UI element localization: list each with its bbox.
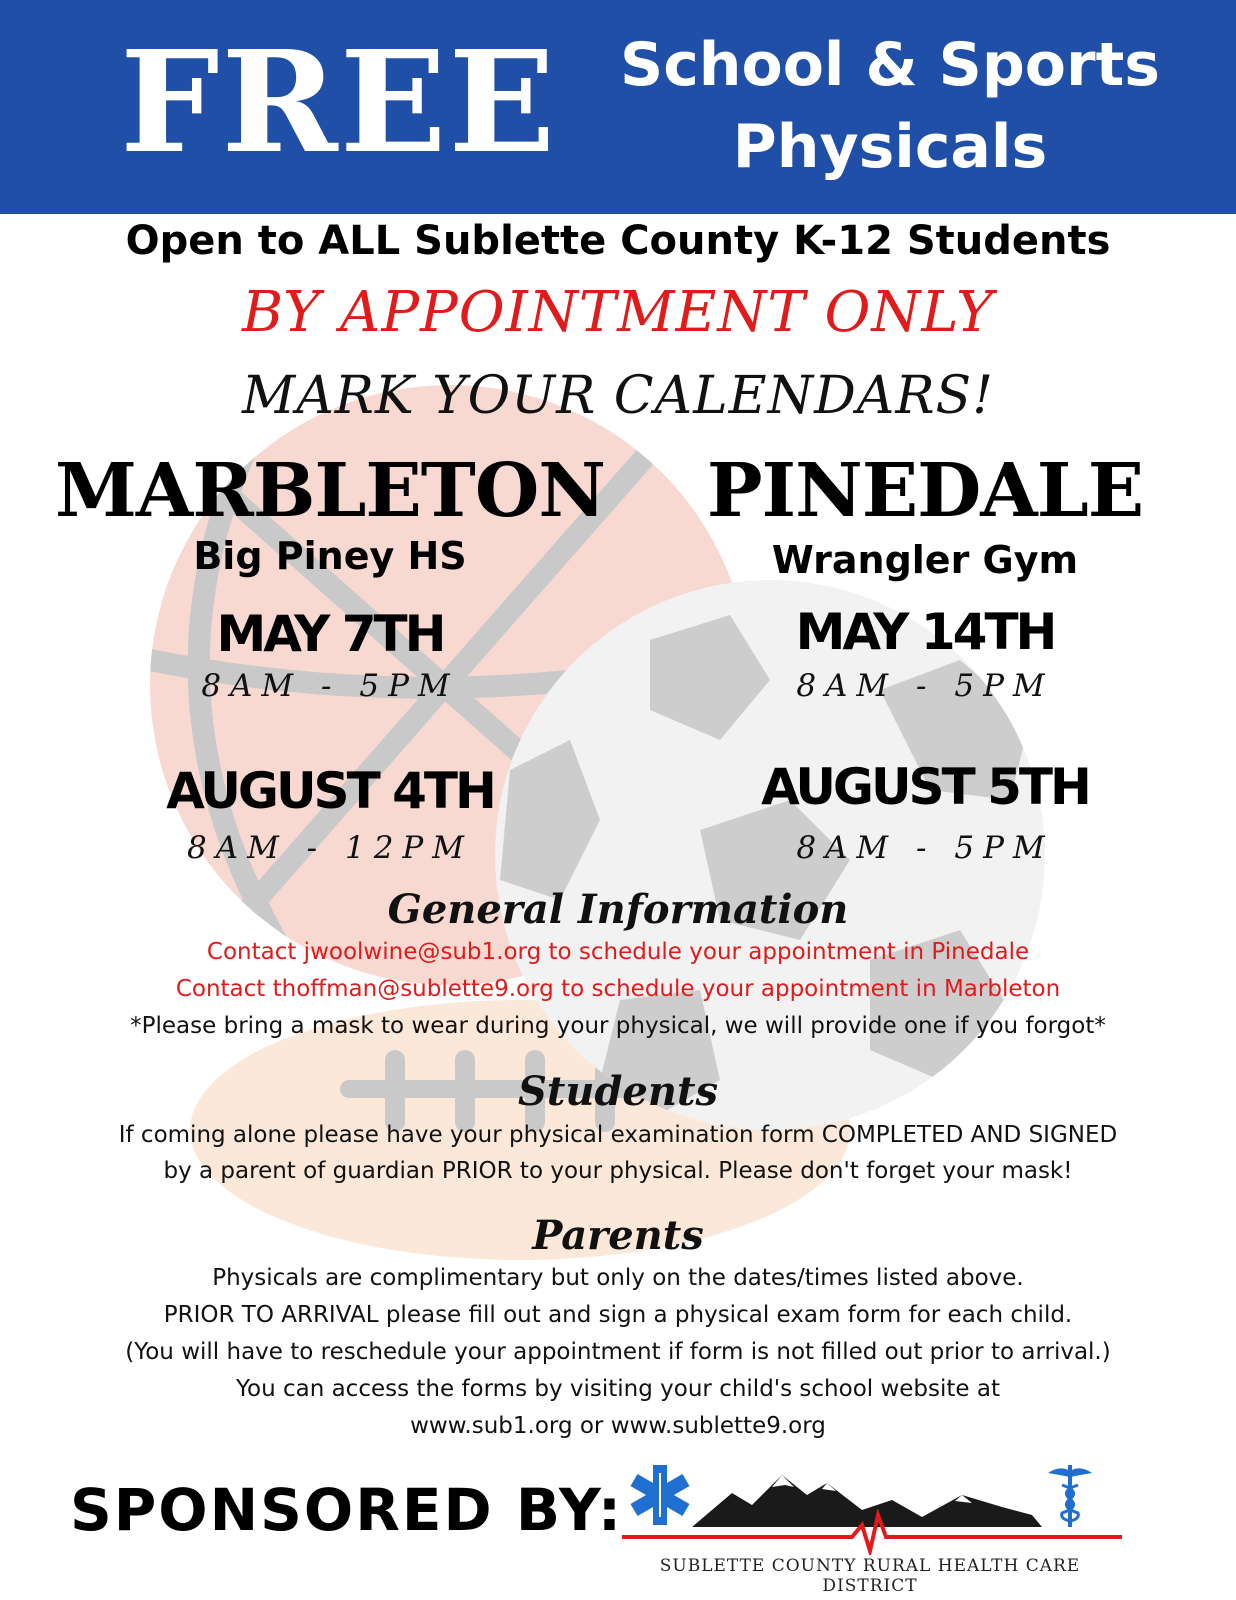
parents-websites[interactable]: www.sub1.org or www.sublette9.org [410,1413,826,1439]
date-august-4: AUGUST 4TH [166,762,494,820]
students-line1: If coming alone please have your physical examination form COMPLETED AND SIGNED [118,1122,1118,1148]
date-may-14: MAY 14TH [795,603,1055,661]
parents-line3: (You will have to reschedule your appointment if form is not filled out prior to arrival.) [125,1339,1111,1365]
venue-big-piney: Big Piney HS [193,534,467,578]
mask-note: *Please bring a mask to wear during your physical, we will provide one if you forgot* [130,1013,1106,1039]
event-title-line1: School & Sports [620,30,1160,100]
venue-wrangler-gym: Wrangler Gym [771,538,1079,582]
city-pinedale: PINEDALE [706,448,1144,534]
mark-calendars-text: MARK YOUR CALENDARS! [241,366,995,426]
city-marbleton: MARBLETON [55,448,605,534]
contact-pinedale[interactable]: Contact jwoolwine@sub1.org to schedule your appointment in Pinedale [206,939,1030,965]
event-title [590,24,1190,188]
time-may-7: 8AM - 5PM [201,668,459,704]
mountains-icon [692,1475,1042,1527]
parents-line2: PRIOR TO ARRIVAL please fill out and sign a physical exam form for each child. [163,1302,1073,1328]
time-august-4: 8AM - 12PM [186,830,474,866]
caduceus-icon [1048,1465,1092,1527]
time-august-5: 8AM - 5PM [796,830,1054,866]
free-heading: FREE [120,21,558,185]
general-info-heading: General Information [387,886,849,933]
students-line2: by a parent of guardian PRIOR to your physical. Please don't forget your mask! [163,1158,1073,1184]
health-district-name: SUBLETTE COUNTY RURAL HEALTH CARE DISTRICT [659,1556,1081,1596]
contact-marbleton[interactable]: Contact thoffman@sublette9.org to schedule your appointment in Marbleton [175,976,1061,1002]
students-heading: Students [518,1068,718,1115]
parents-line4: You can access the forms by visiting your child's school website at [236,1376,1000,1402]
event-title-line2: Physicals [732,112,1048,182]
appointment-only-text: BY APPOINTMENT ONLY [242,280,994,345]
star-of-life-icon [631,1465,690,1525]
eligibility-text: Open to ALL Sublette County K-12 Students [125,218,1111,264]
health-care-district-logo [622,1455,1122,1555]
date-august-5: AUGUST 5TH [761,758,1089,816]
parents-heading: Parents [532,1212,704,1259]
time-may-14: 8AM - 5PM [796,668,1054,704]
sponsored-by-label: SPONSORED BY: [70,1476,624,1544]
parents-line1: Physicals are complimentary but only on the dates/times listed above. [212,1265,1024,1291]
date-may-7: MAY 7TH [216,605,444,663]
